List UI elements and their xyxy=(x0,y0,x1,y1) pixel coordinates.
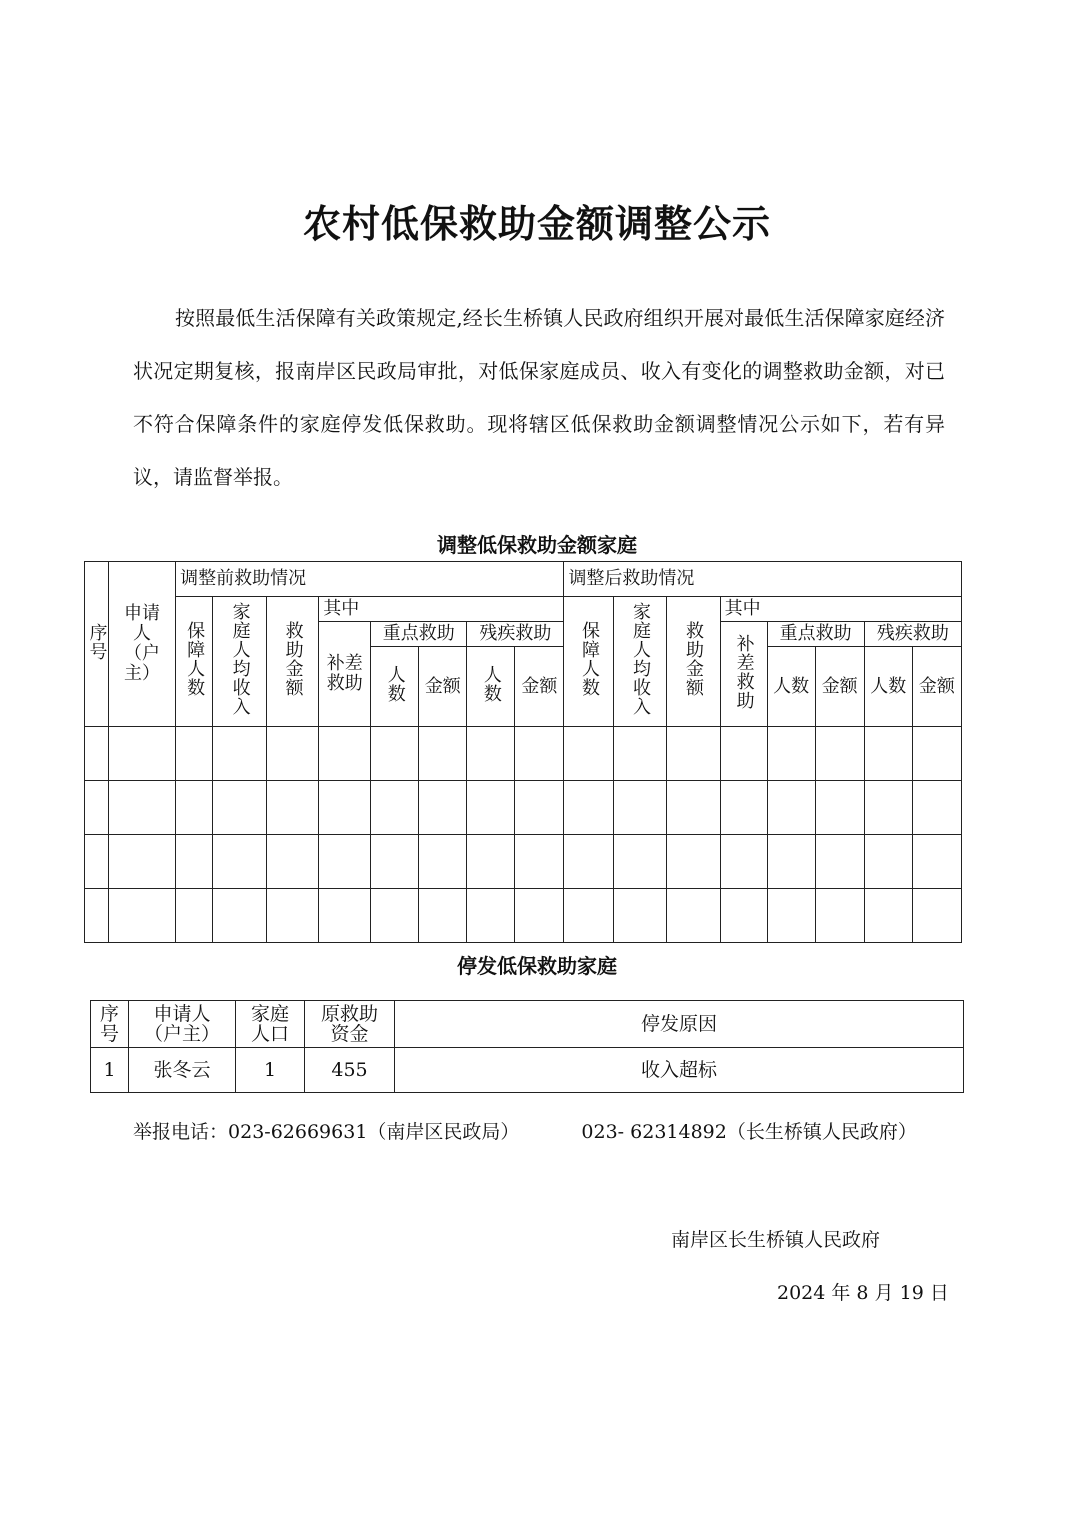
table-row xyxy=(85,727,962,781)
th-before-dis-money: 金额 xyxy=(515,647,564,727)
th-stop-original: 原救助资金 xyxy=(305,1001,395,1048)
th-after-persons: 保障人数 xyxy=(564,597,614,727)
th-after-disabled: 残疾救助 xyxy=(864,622,961,647)
table-row xyxy=(91,1048,964,1093)
stop-family: 1 xyxy=(236,1048,305,1093)
th-before: 调整前救助情况 xyxy=(176,562,564,597)
report-phone-2: 023- 62314892（长生桥镇人民政府） xyxy=(581,1121,917,1143)
report-phones xyxy=(133,1117,917,1144)
stop-seq: 1 xyxy=(91,1048,129,1093)
th-before-key-money: 金额 xyxy=(419,647,467,727)
th-stop-seq: 序号 xyxy=(91,1001,129,1048)
table-row xyxy=(85,781,962,835)
th-after-subsidy: 补差救助 xyxy=(720,622,767,727)
th-after-dis-count: 人数 xyxy=(864,647,912,727)
th-before-key: 重点救助 xyxy=(371,622,467,647)
th-before-persons: 保障人数 xyxy=(176,597,213,727)
th-seq: 序号 xyxy=(85,562,109,727)
th-after-key-count: 人数 xyxy=(767,647,815,727)
adjust-table-caption: 调整低保救助金额家庭 xyxy=(437,533,637,557)
stop-name: 张冬云 xyxy=(129,1048,236,1093)
th-before-among: 其中 xyxy=(319,597,564,622)
th-applicant: 申请人（户主） xyxy=(109,562,176,727)
report-phone-1: 023-62669631（南岸区民政局） xyxy=(228,1121,520,1143)
stop-reason: 收入超标 xyxy=(395,1048,964,1093)
date: 2024 年 8 月 19 日 xyxy=(777,1282,949,1304)
table-row xyxy=(85,889,962,943)
stop-table xyxy=(90,1000,964,1093)
page-title: 农村低保救助金额调整公示 xyxy=(302,201,771,246)
th-before-dis-count: 人数 xyxy=(467,647,515,727)
table-row xyxy=(85,835,962,889)
th-after-among: 其中 xyxy=(720,597,961,622)
th-after-income: 家庭人均收入 xyxy=(614,597,666,727)
th-before-amount: 救助金额 xyxy=(267,597,319,727)
report-label: 举报电话： xyxy=(133,1121,229,1143)
adjust-table xyxy=(84,561,962,943)
th-after-amount: 救助金额 xyxy=(666,597,720,727)
th-after-dis-money: 金额 xyxy=(912,647,961,727)
th-stop-reason: 停发原因 xyxy=(395,1001,964,1048)
th-before-income: 家庭人均收入 xyxy=(213,597,267,727)
stop-table-caption: 停发低保救助家庭 xyxy=(457,954,617,978)
th-stop-applicant: 申请人（户主） xyxy=(129,1001,236,1048)
intro-paragraph: 按照最低生活保障有关政策规定,经长生桥镇人民政府组织开展对最低生活保障家庭经济状况定期复核，报南岸区民政局审批，对低保家庭成员、收入有变化的调整救助金额，对已不符合保障条件的家庭停发低保救助。现将辖区低保救助金额调整情况公示如下，若有异议，请监督举报。 xyxy=(133,306,945,489)
stop-fund: 455 xyxy=(305,1048,395,1093)
signature: 南岸区长生桥镇人民政府 xyxy=(671,1229,881,1251)
th-before-subsidy: 补差救助 xyxy=(319,622,371,727)
th-stop-family: 家庭人口 xyxy=(236,1001,305,1048)
th-before-key-count: 人数 xyxy=(371,647,419,727)
th-before-disabled: 残疾救助 xyxy=(467,622,564,647)
th-after-key: 重点救助 xyxy=(767,622,864,647)
th-after-key-money: 金额 xyxy=(815,647,864,727)
th-after: 调整后救助情况 xyxy=(564,562,962,597)
